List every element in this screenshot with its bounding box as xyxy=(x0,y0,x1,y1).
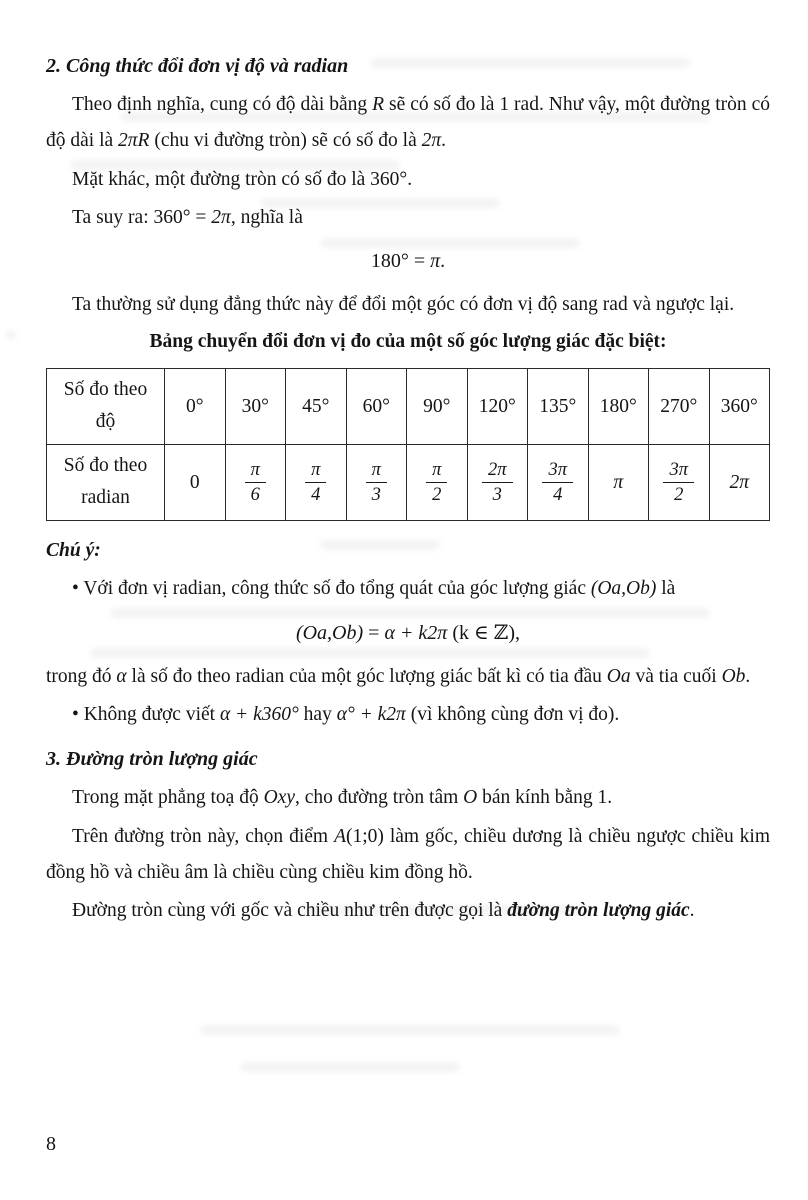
paragraph-origin-direction: Trên đường tròn này, chọn điểm A(1;0) làm gốc, chiều dương là chiều ngược chiều kim đồng hồ và chiều âm là chiều cùng chiều kim đồng hồ. xyxy=(46,825,771,883)
page-number: 8 xyxy=(46,1133,56,1155)
note-bullet-general-formula: • Với đơn vị radian, công thức số đo tổng quát của góc lượng giác (Oa,Ob) là xyxy=(72,578,676,600)
section-3-heading: 3. Đường tròn lượng giác xyxy=(46,748,258,771)
formula-180-pi: 180° = π. xyxy=(370,250,446,273)
note-heading: Chú ý: xyxy=(46,539,101,561)
degree-cell: 180° xyxy=(588,368,649,444)
radian-cell: $\frac{3\pi}{4}$ xyxy=(528,444,589,520)
degree-cell: 0° xyxy=(165,368,226,444)
conversion-table xyxy=(46,368,770,521)
degree-cell: 135° xyxy=(528,368,589,444)
table-row-radians xyxy=(47,444,770,520)
paragraph-unit-circle-setup: Trong mặt phẳng toạ độ Oxy, cho đường tròn tâm O bán kính bằng 1. xyxy=(72,787,613,809)
formula-general-measure: (Oa,Ob) = α + k2π (k ∈ ℤ), xyxy=(295,621,521,644)
radian-cell: 0 xyxy=(165,444,226,520)
degree-cell: 360° xyxy=(709,368,770,444)
paragraph-usage: Ta thường sử dụng đẳng thức này để đổi một góc có đơn vị độ sang rad và ngược lại. xyxy=(72,294,735,316)
row-label-degrees: Số đo theo độ xyxy=(47,368,165,444)
radian-cell: $\frac{\pi}{4}$ xyxy=(286,444,347,520)
paragraph-trig-circle-definition: Đường tròn cùng với gốc và chiều như trên được gọi là đường tròn lượng giác. xyxy=(72,900,695,922)
radian-cell: 2π xyxy=(709,444,770,520)
degree-cell: 90° xyxy=(407,368,468,444)
paragraph-alpha-explanation: trong đó α là số đo theo radian của một góc lượng giác bất kì có tia đầu Oa và tia cuối Ob. xyxy=(46,665,751,687)
radian-cell: $\frac{\pi}{2}$ xyxy=(407,444,468,520)
degree-cell: 120° xyxy=(467,368,528,444)
paragraph-deduction: Ta suy ra: 360° = 2π, nghĩa là xyxy=(72,206,303,228)
row-label-radians: Số đo theo radian xyxy=(47,444,165,520)
paragraph-definition: Theo định nghĩa, cung có độ dài bằng R sẽ có số đo là 1 rad. Như vậy, một đường tròn có độ dài là 2πR (chu vi đường tròn) sẽ có số đo là 2π. xyxy=(46,94,770,152)
paragraph-360-degrees: Mặt khác, một đường tròn có số đo là 360°. xyxy=(72,168,413,190)
degree-cell: 270° xyxy=(649,368,710,444)
degree-cell: 30° xyxy=(225,368,286,444)
table-title: Bảng chuyển đổi đơn vị đo của một số góc lượng giác đặc biệt: xyxy=(149,330,667,352)
degree-cell: 45° xyxy=(286,368,347,444)
radian-cell: π xyxy=(588,444,649,520)
table-row-degrees xyxy=(47,368,770,444)
radian-cell: $\frac{3\pi}{2}$ xyxy=(649,444,710,520)
degree-cell: 60° xyxy=(346,368,407,444)
radian-cell: $\frac{\pi}{3}$ xyxy=(346,444,407,520)
radian-cell: $\frac{\pi}{6}$ xyxy=(225,444,286,520)
radian-cell: $\frac{2\pi}{3}$ xyxy=(467,444,528,520)
section-2-heading: 2. Công thức đổi đơn vị độ và radian xyxy=(46,55,349,77)
note-bullet-invalid-notation: • Không được viết α + k360° hay α° + k2π (vì không cùng đơn vị đo). xyxy=(72,703,620,725)
